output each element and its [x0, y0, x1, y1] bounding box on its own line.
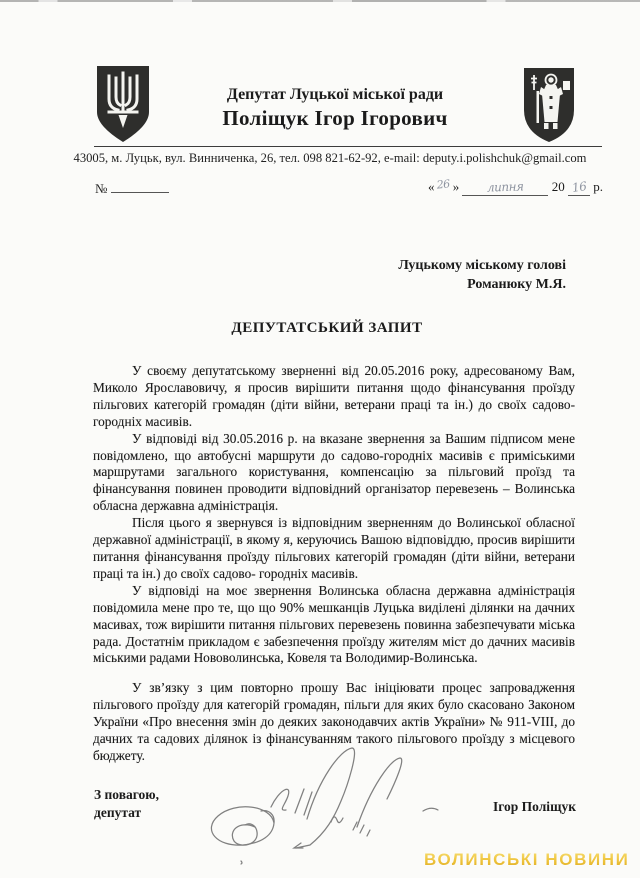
- letter-body: [93, 320, 575, 765]
- addressee-line1: Луцькому міському голові: [398, 258, 566, 273]
- letterhead-divider: [94, 146, 602, 147]
- scan-edge-artifact: [0, 0, 640, 2]
- year-blank-line: [568, 179, 590, 196]
- handwritten-year: 16: [570, 179, 588, 195]
- handwritten-month: липня: [487, 179, 524, 195]
- addressee-line2: Романюку М.Я.: [467, 276, 566, 292]
- closing-position: депутат: [94, 805, 142, 820]
- letterhead-name-line: Поліщук Ігор Ігорович: [222, 106, 448, 130]
- paragraph-1: У своєму депутатському зверненні від 20.05.2016 року, адресованому Вам, Миколо Ярославовичу, я просив вирішити питання щодо фінансування проїзду пільгових категорій громадян (діти війни, ветерани праці та ін.) до своїх садово-городніх масивів.: [93, 363, 575, 429]
- letter-title: ДЕПУТАТСЬКИЙ ЗАПИТ: [231, 320, 423, 336]
- addressee-block: [398, 257, 566, 294]
- letterhead-org-line: Депутат Луцької міської ради: [226, 86, 444, 103]
- number-blank-line: [111, 192, 169, 193]
- paragraph-4: У відповіді на моє звернення Волинська обласна державна адміністрація повідомила мене про те, що що 90% мешканців Луцька виділені ділянки на дачних масивах, тож вирішити питання пільгових перевезень повинна забезпечувати міська рада. Достатнім прикладом є забезпечення проїзду жителям міст до дачних масивів міськими радами Нововолинська, Ковеля та Володимир-Волинська.: [93, 582, 575, 666]
- date-line: [428, 179, 603, 196]
- closing-block: [94, 786, 159, 822]
- paragraph-5: У зв’язку з цим повторно прошу Вас ініціювати процес запровадження пільгового проїзду для категорій громадян, пільги для яких було скасовано Законом України «Про внесення змін до деяких законодавчих актів України» № 911-VIII, до дачних та садових ділянок із фінансуванням такого пільгового проїзду з місцевого бюджету.: [93, 680, 575, 763]
- reference-number-line: [95, 181, 169, 197]
- month-blank-line: [462, 179, 548, 196]
- date-close-quote: »: [452, 179, 460, 194]
- closing-salutation: З повагою,: [94, 787, 159, 802]
- signer-name: Ігор Поліщук: [492, 799, 576, 814]
- ukraine-trident-emblem-icon: [95, 64, 151, 151]
- number-label: №: [95, 181, 108, 196]
- handwritten-day: 26: [436, 177, 451, 192]
- letterhead-address-line: 43005, м. Луцьк, вул. Винниченка, 26, тел. 098 821-62-92, e-mail: deputy.i.polishchuk@gmail.com: [73, 151, 587, 165]
- paragraph-2: У відповіді від 30.05.2016 р. на вказане звернення за Вашим підписом мене повідомлено, що автобусні маршрути до садово-городніх масивів є приміськими маршрутами загального користування, компенсацію за пільговий проїзд та фінансування повинен проводити відповідний організатор перевезень – Волинська обласна державна адміністрація.: [93, 430, 575, 514]
- letterhead: [155, 86, 515, 130]
- paragraph-3: Після цього я звернувся із відповідним зверненням до Волинської обласної державної адміністрації, в якому я, керуючись Вашою відповіддю, просив вирішити питання фінансування проїзду пільгових категорій громадян (діти війни, ветерани праці та ін.) до своїх садово- городніх масивів.: [93, 515, 575, 581]
- date-open-quote: «: [428, 179, 435, 194]
- news-site-watermark: ВОЛИНСЬКІ НОВИНИ: [424, 850, 630, 869]
- year-prefix: 20: [551, 179, 565, 194]
- lutsk-city-emblem-icon: [522, 66, 576, 151]
- year-suffix: р.: [593, 179, 603, 194]
